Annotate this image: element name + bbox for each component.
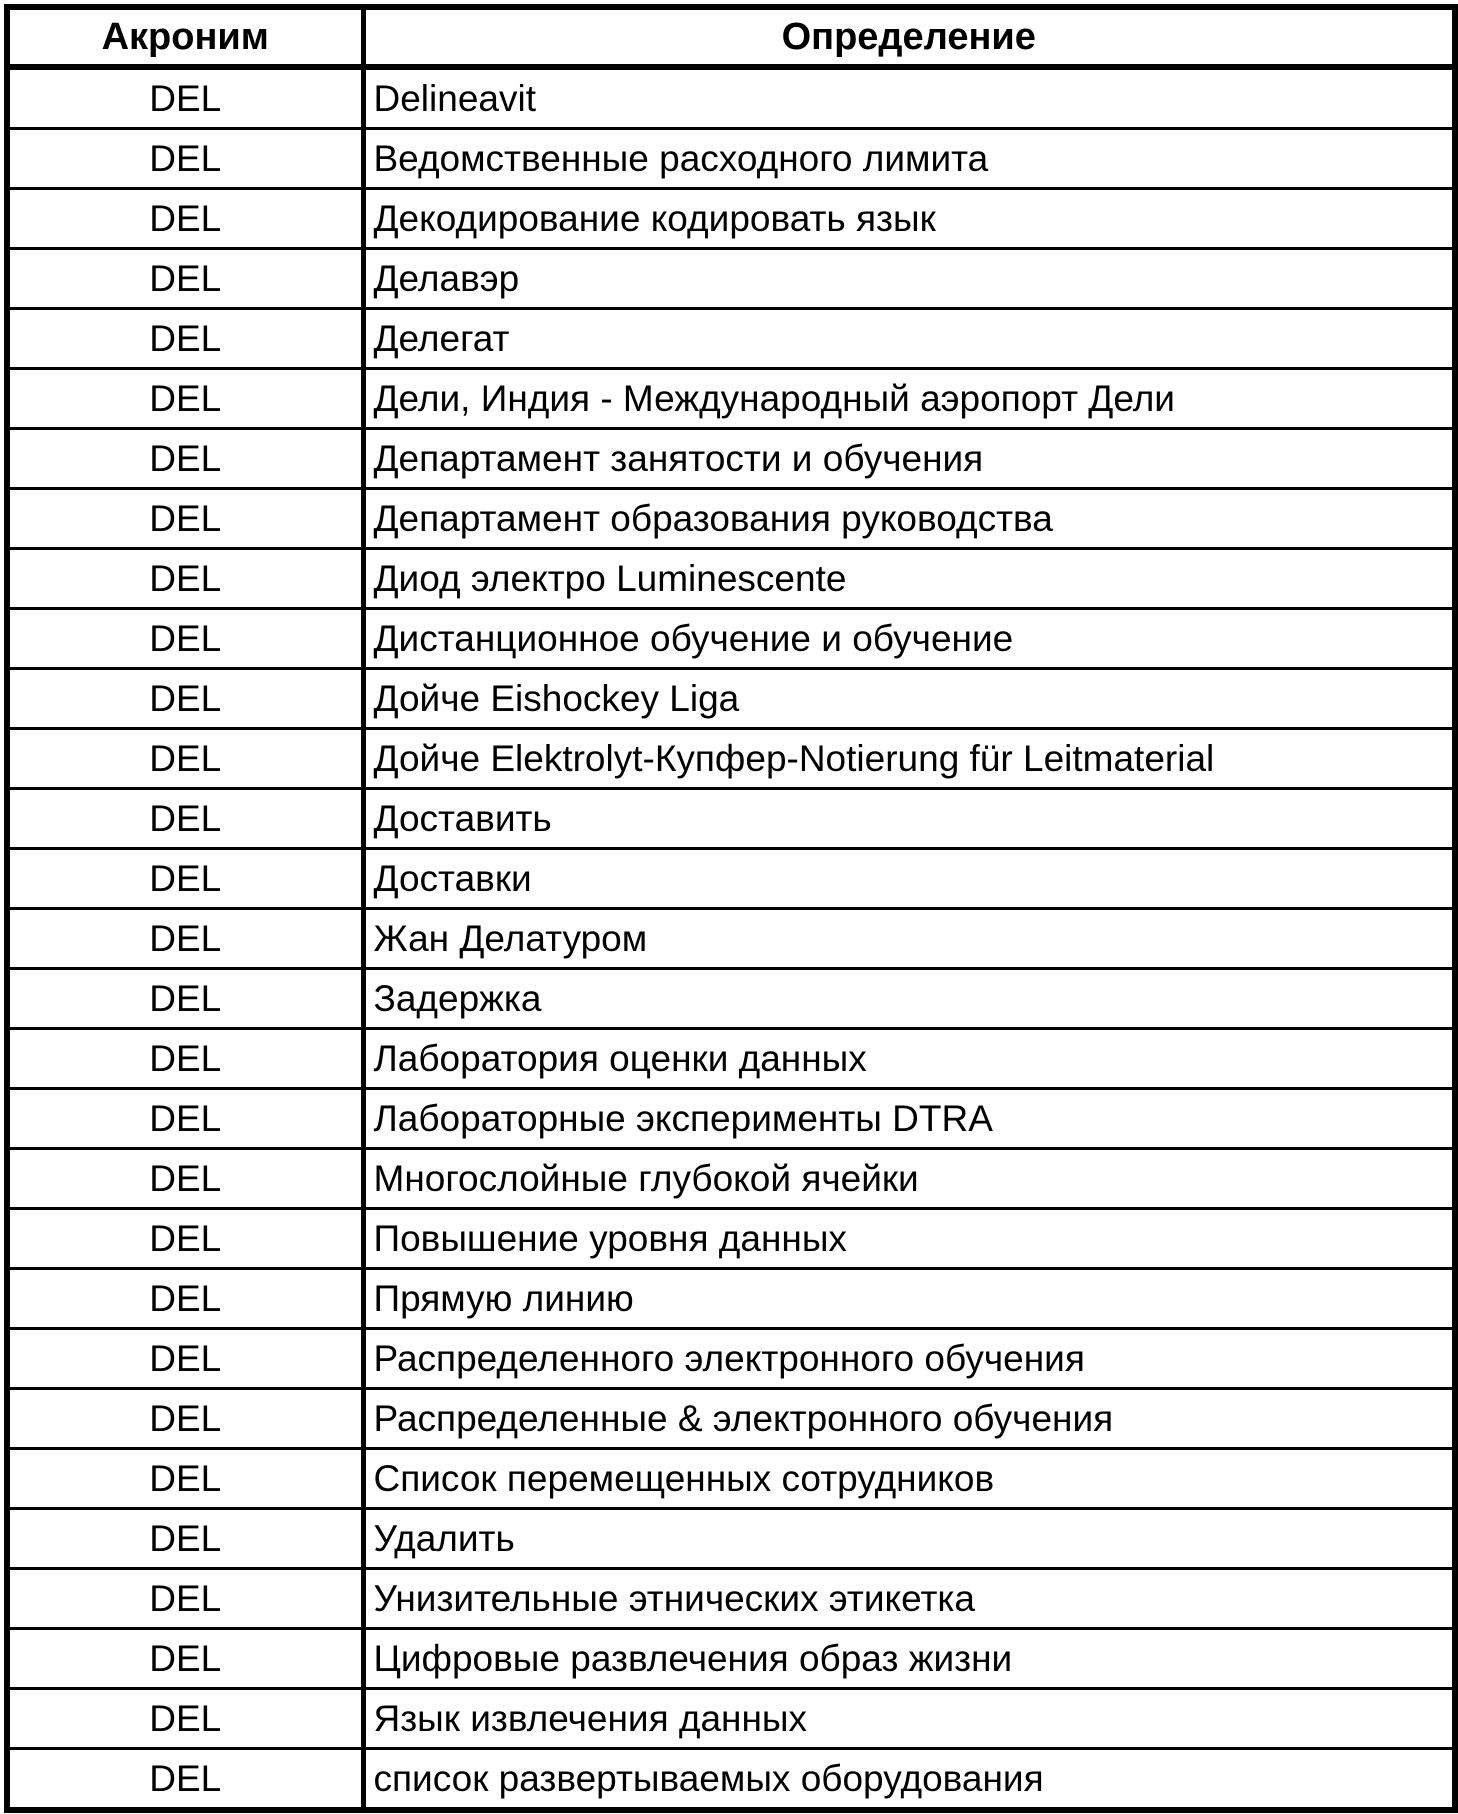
acronym-cell: DEL [7,1509,363,1569]
table-row [7,1209,1455,1269]
definition-cell: Диод электро Luminescente [363,549,1455,609]
definition-cell: Департамент образования руководства [363,489,1455,549]
acronym-cell: DEL [7,729,363,789]
acronym-table [4,4,1458,1813]
definition-cell: Распределенного электронного обучения [363,1329,1455,1389]
definition-cell: Департамент занятости и обучения [363,429,1455,489]
acronym-cell: DEL [7,67,363,129]
table-row [7,309,1455,369]
acronym-cell: DEL [7,1269,363,1329]
acronym-cell: DEL [7,1569,363,1629]
table-row [7,429,1455,489]
acronym-cell: DEL [7,1029,363,1089]
table-row [7,1329,1455,1389]
definition-cell: Делегат [363,309,1455,369]
definition-cell: Делавэр [363,249,1455,309]
definition-cell: Распределенные & электронного обучения [363,1389,1455,1449]
table-row [7,1389,1455,1449]
table-row [7,1689,1455,1749]
table-header [7,7,1455,67]
definition-cell: Доставки [363,849,1455,909]
table-row [7,669,1455,729]
table-row [7,189,1455,249]
header-definition: Определение [363,7,1455,67]
definition-cell: Ведомственные расходного лимита [363,129,1455,189]
definition-cell: Жан Делатуром [363,909,1455,969]
acronym-cell: DEL [7,669,363,729]
acronym-cell: DEL [7,129,363,189]
table-row [7,609,1455,669]
definition-cell: Язык извлечения данных [363,1689,1455,1749]
table-body [7,67,1455,1810]
acronym-cell: DEL [7,1389,363,1449]
definition-cell: Повышение уровня данных [363,1209,1455,1269]
table-row [7,1449,1455,1509]
header-row [7,7,1455,67]
acronym-cell: DEL [7,969,363,1029]
acronym-cell: DEL [7,489,363,549]
acronym-cell: DEL [7,1449,363,1509]
acronym-cell: DEL [7,1209,363,1269]
acronym-cell: DEL [7,549,363,609]
table-row [7,67,1455,129]
acronym-cell: DEL [7,1749,363,1811]
definition-cell: Delineavit [363,67,1455,129]
table-row [7,729,1455,789]
definition-cell: Список перемещенных сотрудников [363,1449,1455,1509]
acronym-cell: DEL [7,309,363,369]
table-row [7,1149,1455,1209]
table-row [7,489,1455,549]
acronym-cell: DEL [7,609,363,669]
table-row [7,789,1455,849]
definition-cell: Цифровые развлечения образ жизни [363,1629,1455,1689]
definition-cell: Дели, Индия - Международный аэропорт Дели [363,369,1455,429]
table-row [7,849,1455,909]
table-row [7,249,1455,309]
acronym-cell: DEL [7,429,363,489]
header-acronym: Акроним [7,7,363,67]
acronym-cell: DEL [7,249,363,309]
acronym-cell: DEL [7,189,363,249]
acronym-cell: DEL [7,1329,363,1389]
table-row [7,1569,1455,1629]
acronym-cell: DEL [7,1689,363,1749]
table-row [7,1269,1455,1329]
definition-cell: Лабораторные эксперименты DTRA [363,1089,1455,1149]
definition-cell: Задержка [363,969,1455,1029]
definition-cell: Дойче Eishockey Liga [363,669,1455,729]
acronym-cell: DEL [7,1149,363,1209]
definition-cell: Декодирование кодировать язык [363,189,1455,249]
definition-cell: Многослойные глубокой ячейки [363,1149,1455,1209]
definition-cell: Прямую линию [363,1269,1455,1329]
definition-cell: Доставить [363,789,1455,849]
table-row [7,1509,1455,1569]
acronym-cell: DEL [7,1089,363,1149]
table-row [7,549,1455,609]
definition-cell: Дойче Elektrolyt-Купфер-Notierung für Leitmaterial [363,729,1455,789]
table-row [7,969,1455,1029]
definition-cell: Лаборатория оценки данных [363,1029,1455,1089]
acronym-cell: DEL [7,909,363,969]
definition-cell: Унизительные этнических этикетка [363,1569,1455,1629]
table-row [7,1089,1455,1149]
acronym-cell: DEL [7,1629,363,1689]
table-row [7,909,1455,969]
acronym-cell: DEL [7,789,363,849]
definition-cell: Дистанционное обучение и обучение [363,609,1455,669]
table-row [7,1749,1455,1811]
table-row [7,1029,1455,1089]
definition-cell: список развертываемых оборудования [363,1749,1455,1811]
definition-cell: Удалить [363,1509,1455,1569]
acronym-cell: DEL [7,369,363,429]
table-row [7,129,1455,189]
table-row [7,1629,1455,1689]
table-row [7,369,1455,429]
acronym-cell: DEL [7,849,363,909]
